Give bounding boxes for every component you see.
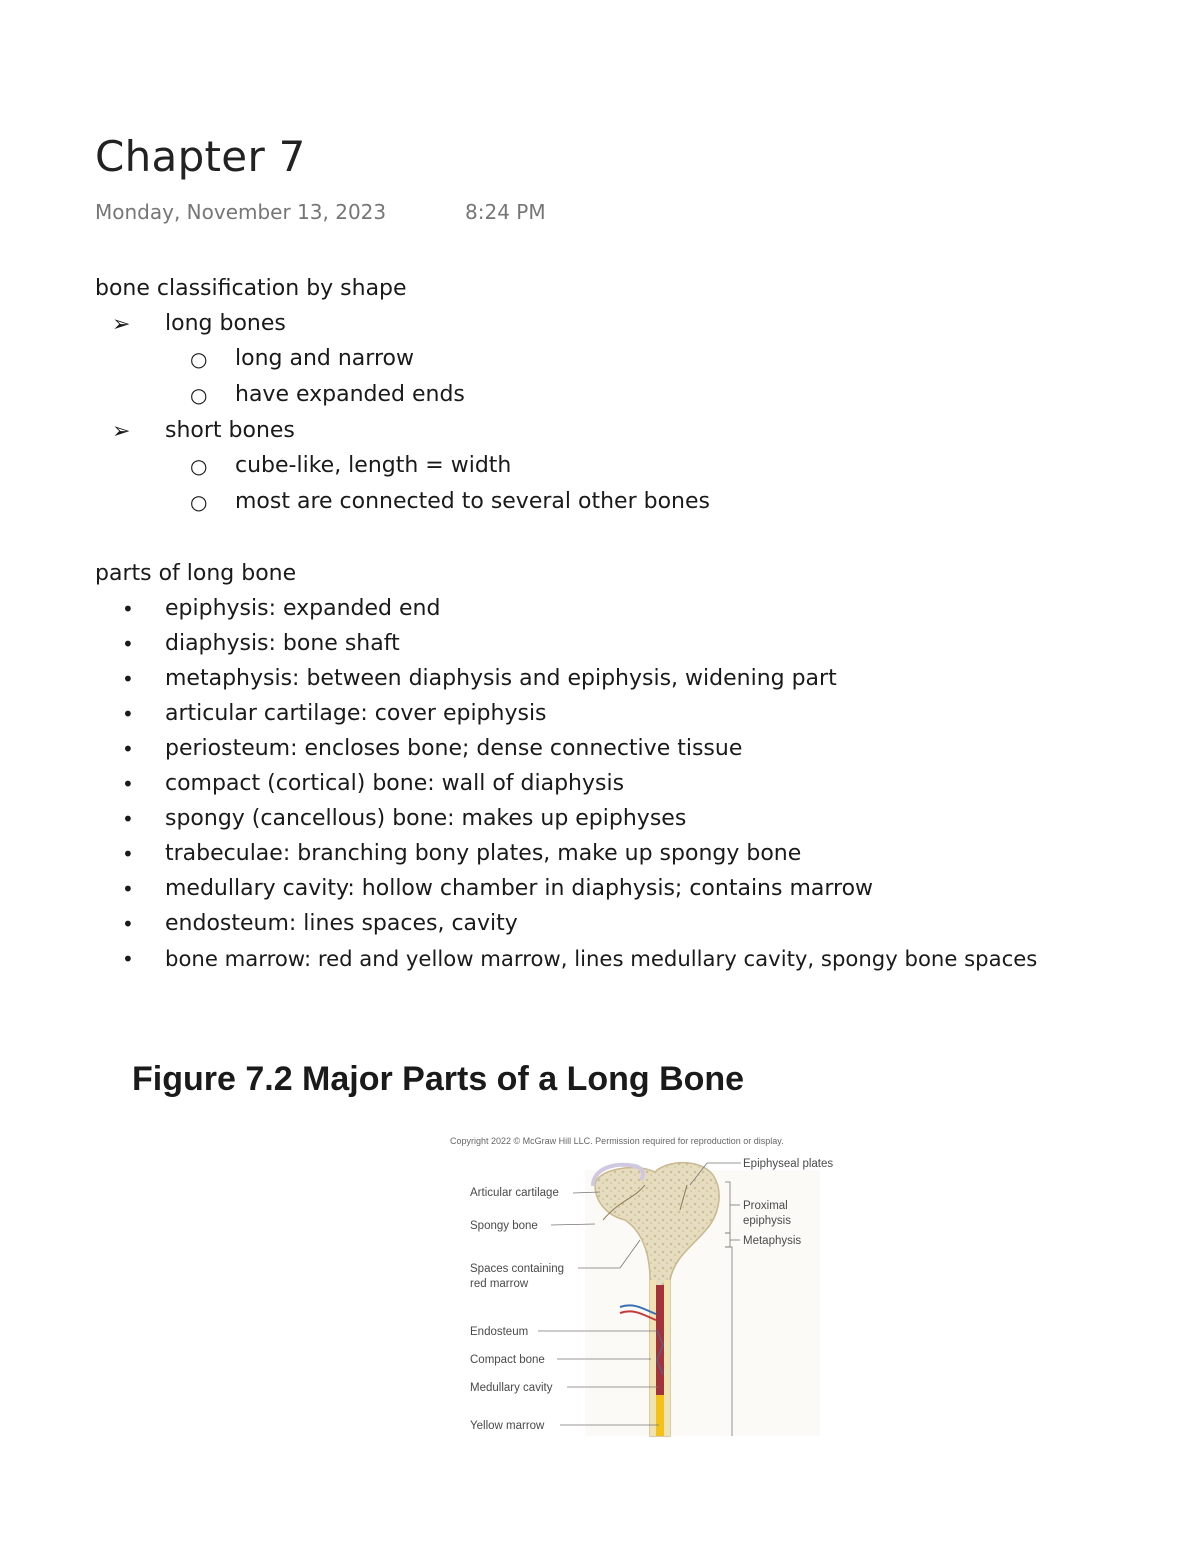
label-epiphyseal-plates: Epiphyseal plates: [743, 1158, 834, 1170]
page-title: Chapter 7: [95, 132, 306, 181]
circle-bullet-icon: ○: [190, 347, 208, 371]
list-item: diaphysis: bone shaft: [165, 631, 400, 656]
list-item: medullary cavity: hollow chamber in diaphysis; contains marrow: [165, 876, 874, 901]
list-item-level2: have expanded ends: [235, 382, 465, 407]
label-yellow-marrow: Yellow marrow: [470, 1420, 545, 1432]
list-item: epiphysis: expanded end: [165, 596, 441, 621]
bullet-icon: •: [122, 632, 134, 656]
bullet-icon: •: [122, 597, 134, 621]
bullet-icon: •: [122, 772, 134, 796]
circle-bullet-icon: ○: [190, 454, 208, 478]
bullet-icon: •: [122, 807, 134, 831]
list-item: metaphysis: between diaphysis and epiphysis, widening part: [165, 666, 837, 691]
list-item: periosteum: encloses bone; dense connective tissue: [165, 736, 743, 761]
page-time: 8:24 PM: [465, 200, 546, 224]
page-datetime: [95, 200, 546, 224]
section-heading-classification: bone classification by shape: [95, 276, 407, 301]
list-item-level1: long bones: [165, 311, 286, 336]
bullet-icon: •: [122, 737, 134, 761]
figure-title: Figure 7.2 Major Parts of a Long Bone: [132, 1060, 745, 1098]
label-spaces-line2: red marrow: [470, 1278, 529, 1290]
list-item-level2: most are connected to several other bones: [235, 489, 710, 514]
bullet-icon: •: [122, 667, 134, 691]
list-item-level2: long and narrow: [235, 346, 414, 371]
circle-bullet-icon: ○: [190, 490, 208, 514]
red-marrow-shape: [656, 1285, 664, 1395]
list-item-level1: short bones: [165, 418, 295, 443]
list-item: compact (cortical) bone: wall of diaphysis: [165, 771, 625, 796]
compact-wall-right: [664, 1280, 670, 1436]
circle-bullet-icon: ○: [190, 383, 208, 407]
long-bone-diagram: [445, 1130, 845, 1440]
label-articular-cartilage: Articular cartilage: [470, 1187, 559, 1199]
bullet-icon: •: [122, 842, 134, 866]
label-spaces-line1: Spaces containing: [470, 1263, 564, 1275]
arrow-bullet-icon: ➢: [112, 312, 131, 337]
bullet-icon: •: [122, 877, 134, 901]
section-heading-parts: parts of long bone: [95, 561, 297, 586]
bullet-icon: •: [122, 947, 134, 971]
label-proximal-line1: Proximal: [743, 1200, 788, 1212]
yellow-marrow-shape: [656, 1395, 664, 1436]
label-spongy-bone: Spongy bone: [470, 1220, 538, 1232]
list-item: bone marrow: red and yellow marrow, lines medullary cavity, spongy bone spaces: [165, 946, 1038, 971]
compact-wall-left: [650, 1280, 656, 1436]
label-proximal-line2: epiphysis: [743, 1215, 791, 1227]
label-metaphysis: Metaphysis: [743, 1235, 802, 1247]
long-bone-figure: [445, 1130, 845, 1440]
bullet-icon: •: [122, 702, 134, 726]
list-item: spongy (cancellous) bone: makes up epiphyses: [165, 806, 687, 831]
arrow-bullet-icon: ➢: [112, 419, 131, 444]
figure-copyright: Copyright 2022 © McGraw Hill LLC. Permission required for reproduction or display.: [450, 1136, 784, 1146]
page-date: Monday, November 13, 2023: [95, 200, 387, 224]
list-item: trabeculae: branching bony plates, make up spongy bone: [165, 841, 802, 866]
label-compact-bone: Compact bone: [470, 1354, 545, 1366]
list-item-level2: cube-like, length = width: [235, 453, 512, 478]
list-item: endosteum: lines spaces, cavity: [165, 911, 518, 936]
list-item: articular cartilage: cover epiphysis: [165, 701, 547, 726]
label-endosteum: Endosteum: [470, 1326, 529, 1338]
label-medullary-cavity: Medullary cavity: [470, 1382, 553, 1394]
bullet-icon: •: [122, 912, 134, 936]
